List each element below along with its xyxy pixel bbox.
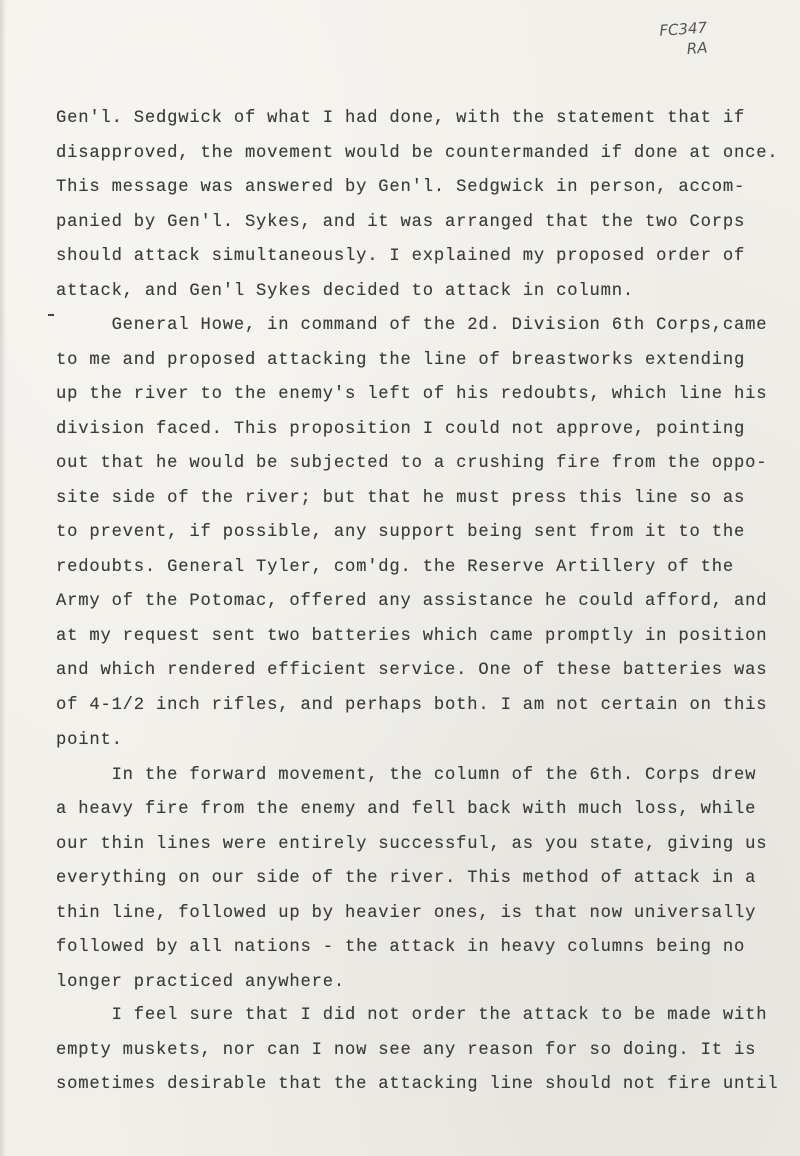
- archive-mark-initials: RA: [686, 38, 708, 58]
- archive-mark-code: FC347: [658, 18, 708, 40]
- text-line: our thin lines were entirely successful, as you state, giving us: [56, 835, 768, 854]
- text-line: followed by all nations - the attack in heavy columns being no: [56, 938, 746, 957]
- text-line: everything on our side of the river. This method of attack in a: [56, 869, 757, 888]
- text-line: to me and proposed attacking the line of breastworks extending: [56, 351, 746, 370]
- archive-handwritten-mark: [659, 15, 742, 60]
- text-line: In the forward movement, the column of the 6th. Corps drew: [56, 766, 757, 785]
- margin-dash: [48, 314, 54, 316]
- text-line: I feel sure that I did not order the attack to be made with: [56, 1006, 768, 1025]
- text-line: of 4-1/2 inch rifles, and perhaps both. I am not certain on this: [56, 696, 768, 715]
- text-line: division faced. This proposition I could not approve, pointing: [56, 420, 746, 439]
- text-line: at my request sent two batteries which came promptly in position: [56, 627, 768, 646]
- page-edge-shadow: [0, 0, 6, 1156]
- text-line: empty muskets, nor can I now see any reason for so doing. It is: [56, 1041, 757, 1060]
- text-line: Gen'l. Sedgwick of what I had done, with the statement that if: [56, 109, 746, 128]
- text-line: disapproved, the movement would be countermanded if done at once.: [56, 144, 779, 163]
- text-line: a heavy fire from the enemy and fell back with much loss, while: [56, 800, 757, 819]
- text-line: panied by Gen'l. Sykes, and it was arranged that the two Corps: [56, 213, 746, 232]
- text-line: out that he would be subjected to a crushing fire from the oppo-: [56, 454, 768, 473]
- text-line: site side of the river; but that he must press this line so as: [56, 489, 746, 508]
- text-line: General Howe, in command of the 2d. Division 6th Corps,came: [56, 316, 768, 335]
- text-line: sometimes desirable that the attacking line should not fire until: [56, 1075, 779, 1094]
- text-line: to prevent, if possible, any support being sent from it to the: [56, 523, 746, 542]
- text-line: redoubts. General Tyler, com'dg. the Reserve Artillery of the: [56, 558, 734, 577]
- text-line: thin line, followed up by heavier ones, is that now universally: [56, 904, 757, 923]
- text-line: longer practiced anywhere.: [56, 973, 345, 992]
- text-line: Army of the Potomac, offered any assistance he could afford, and: [56, 592, 768, 611]
- text-line: should attack simultaneously. I explained my proposed order of: [56, 247, 746, 266]
- text-line: and which rendered efficient service. One of these batteries was: [56, 661, 768, 680]
- text-line: attack, and Gen'l Sykes decided to attack in column.: [56, 282, 634, 301]
- text-line: This message was answered by Gen'l. Sedgwick in person, accom-: [56, 178, 746, 197]
- text-line: point.: [56, 731, 123, 750]
- text-line: up the river to the enemy's left of his redoubts, which line his: [56, 385, 768, 404]
